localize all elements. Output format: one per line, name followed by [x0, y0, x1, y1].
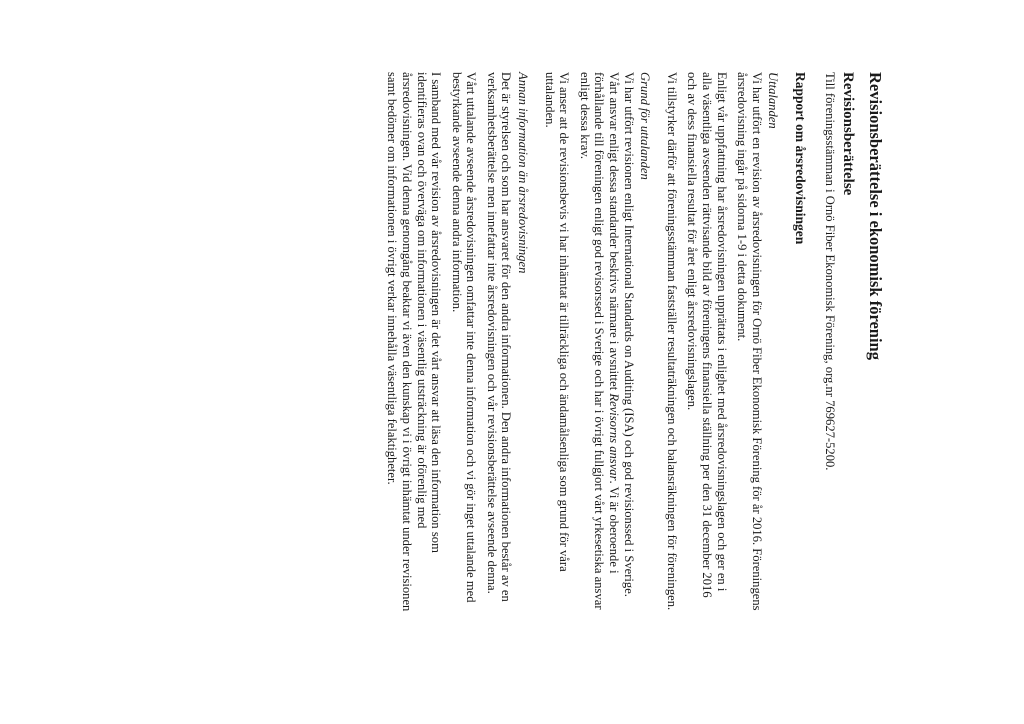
grund-paragraph-2: Vi anser att de revisionsbevis vi har inhämtat är tillräckliga och ändamålsenliga som grund för våra uttalanden. — [542, 72, 572, 572]
uttalanden-paragraph-2: Enligt vår uppfattning har årsredovisningen upprättats i enlighet med årsredovisningslagen och ger en i alla väsentliga avseenden rättvisande bild av föreningens finansiella ställning per den 31 december 2016 och av dess finansiella resultat för året enligt årsredovisningslagen. — [685, 72, 729, 598]
grund-p1-text-a: Vi har utfört revisionen enligt International Standards on Auditing (ISA) och god revisionssed i Sverige. Vårt ansvar enligt dessa standarder beskrivs närmare i avsnittet — [607, 72, 636, 597]
annan-paragraph-1: Det är styrelsen och som har ansvaret för den andra informationen. Den andra informationen består av en verksamhetsberättelse men innefattar inte årsredovisningen och vår revisionsberättelse avseende denna. — [484, 72, 514, 602]
annan-information-heading: Annan information än årsredovisningen — [516, 72, 531, 274]
grund-p1-text-b: . Vi är oberoende i förhållande till föreningen enligt god revisorssed i Sverige och har i övrigt fullgjort vårt yrkesetiska ansvar enligt dessa krav. — [577, 72, 622, 610]
addressee-line: Till föreningsstämman i Ornö Fiber Ekonomisk Förening, org.nr 769627-5200. — [823, 72, 837, 471]
section-heading-revisionsberattelse: Revisionsberättelse — [840, 72, 856, 196]
annan-paragraph-3: I samband med vår revision av årsredovisningen är det vårt ansvar att läsa den information som identifieras ovan och överväga om informationen i väsentlig utsträckning är oförenlig med årsredovisningen. Vid denna genomgång beaktar vi även den kunskap vi i övrigt inhämtat under revisionen samt bedömer om informationen i övrigt verkar innehålla väsentliga felaktigheter. — [385, 72, 444, 612]
uttalanden-paragraph-1: Vi har utfört en revision av årsredovisningen för Ornö Fiber Ekonomisk Förening för år 2016. Föreningens årsredovisning ingår på sidorna 1-9 i detta dokument. — [735, 72, 764, 611]
grund-heading: Grund för uttalanden — [638, 72, 653, 180]
rotated-document-page — [255, 72, 885, 612]
grund-paragraph-1 — [577, 72, 635, 612]
report-heading: Rapport om årsredovisningen — [793, 72, 809, 245]
uttalanden-heading: Uttalanden — [766, 72, 781, 129]
document-title: Revisionsberättelse i ekonomisk förening — [866, 72, 885, 360]
uttalanden-paragraph-3: Vi tillstyrker därför att föreningsstämman fastställer resultaträkningen och balansräkningen för föreningen. — [664, 72, 679, 611]
annan-paragraph-2: Vårt uttalande avseende årsredovisningen omfattar inte denna information och vi gör inget uttalande med bestyrkande avseende denna andra information. — [449, 72, 479, 603]
grund-p1-emphasis: Revisorns ansvar — [607, 393, 622, 481]
